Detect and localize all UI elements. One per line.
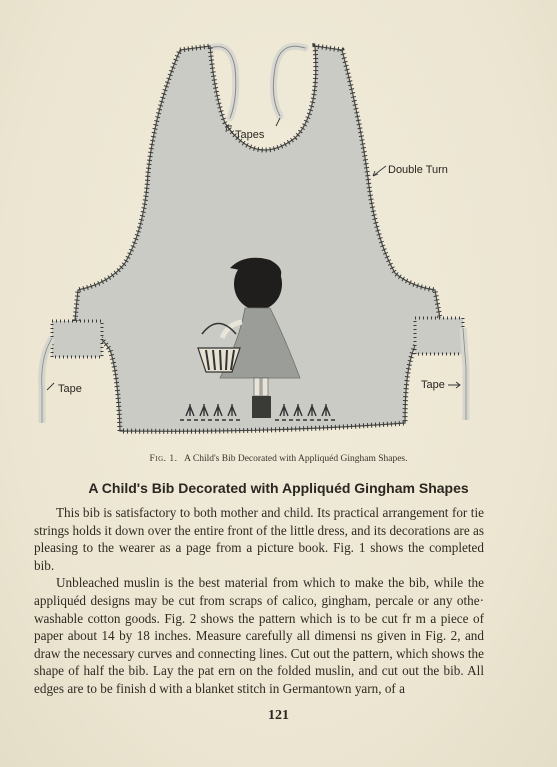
body-text — [34, 504, 484, 698]
tape-right-label: Tape — [421, 379, 445, 391]
tape-left-strip — [42, 338, 52, 423]
side-tab-right — [415, 318, 463, 354]
paragraph: Unbleached muslin is the best material from which to make the bib, while the appliquéd designs may be cut from scraps of calico, gingham, percale or any othe· washable cotton goods. Fig. 2 shows the pattern which is to be cut fr m a piece of paper about 14 by 18 inches. Measure carefully all dimensi ns given in Fig. 2, and draw the necessary curves and connecting lines. Cut out the pattern, which shows the shape of half the bib. Lay the pat ern on the folded muslin, and cut out the bib. All edges are to be finish d with a blanket stitch in Germantown yarn, of a — [34, 575, 484, 696]
label-tape-left — [47, 383, 82, 395]
figure-number: Fig. 1. — [149, 454, 178, 464]
double-turn-label: Double Turn — [388, 164, 448, 176]
page-number: 121 — [268, 708, 289, 723]
tapes-label: Tapes — [235, 129, 265, 141]
paragraph: This bib is satisfactory to both mother and child. Its practical arrangement for tie strings holds it down over the entire front of the little dress, and its decorations are as pleasing to the wearer as a page from a picture book. Fig. 1 shows the completed bib. — [34, 505, 484, 573]
label-tapes — [226, 118, 280, 141]
label-double-turn — [373, 164, 448, 176]
tape-left-label: Tape — [58, 383, 82, 395]
tape-right-strip — [463, 328, 466, 420]
label-tape-right — [421, 379, 460, 391]
section-heading: A Child's Bib Decorated with Appliquéd Gingham Shapes — [88, 480, 469, 496]
side-tab-left — [52, 321, 102, 357]
bib-illustration — [30, 28, 530, 448]
figure-caption — [0, 454, 557, 464]
figure-caption-text: A Child's Bib Decorated with Appliquéd Gingham Shapes. — [184, 454, 408, 464]
